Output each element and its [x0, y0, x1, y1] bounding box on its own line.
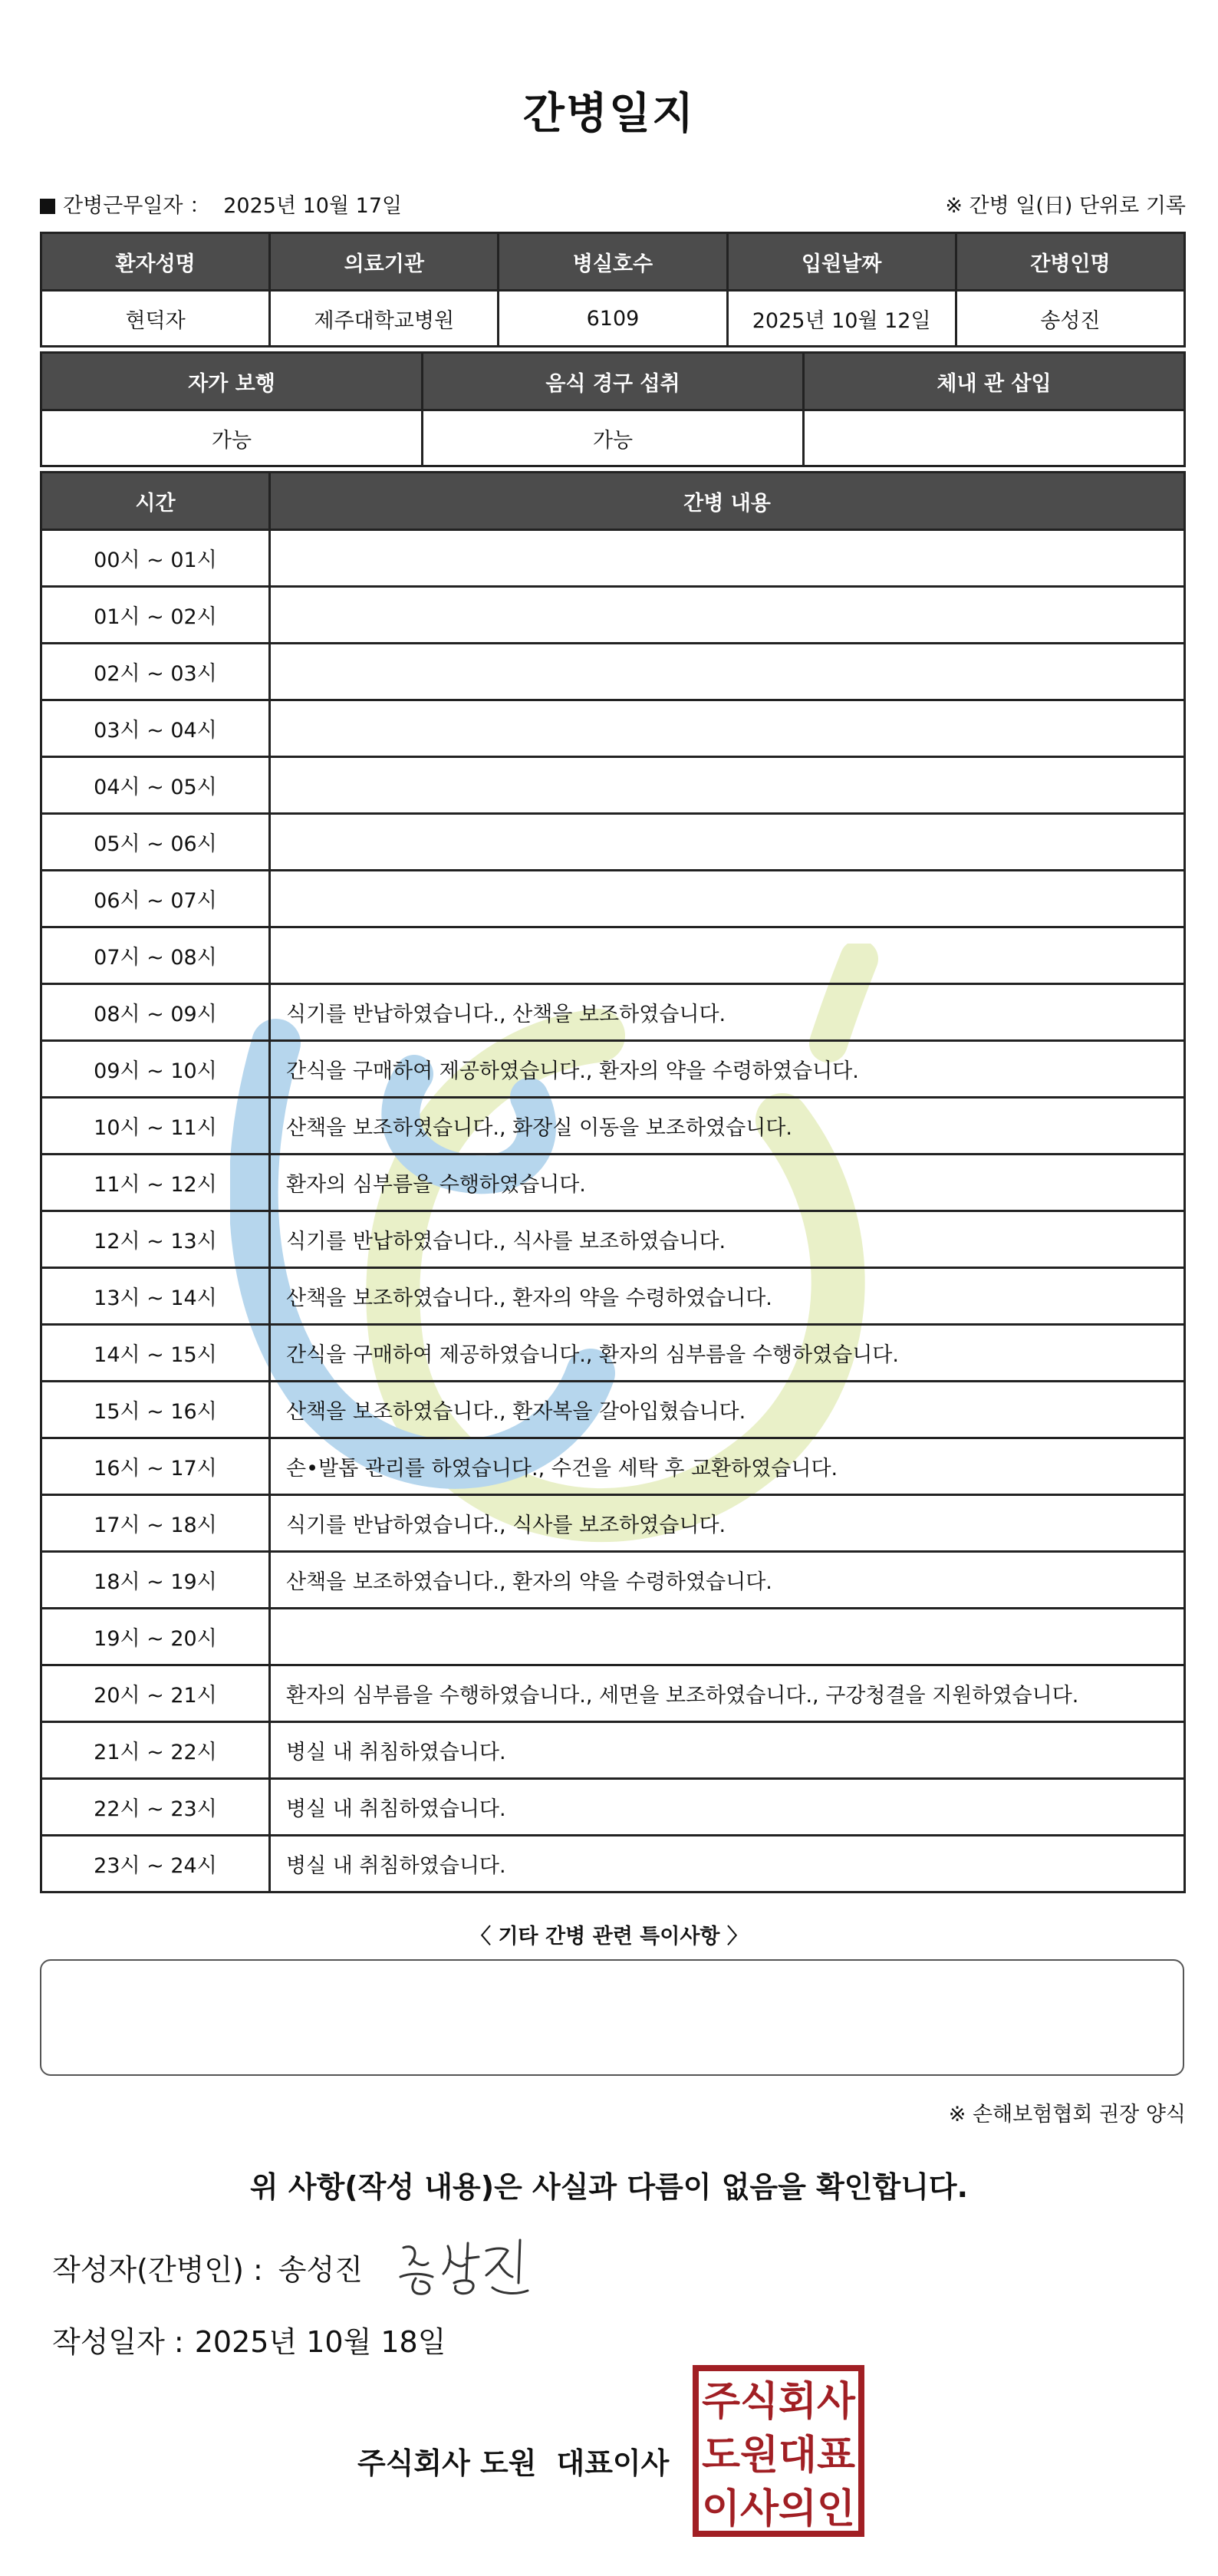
table-row [41, 1552, 1185, 1609]
care-content [270, 644, 1185, 700]
table-row [41, 1495, 1185, 1552]
author-name: 송성진 [278, 2253, 363, 2287]
header-room: 병실호수 [499, 233, 727, 291]
time-slot: 16시 ~ 17시 [41, 1438, 270, 1495]
seal-line-2: 도원대표 [702, 2433, 855, 2479]
care-content [270, 587, 1185, 644]
care-content: 식기를 반납하였습니다., 식사를 보조하였습니다. [270, 1211, 1185, 1268]
table-row [41, 1722, 1185, 1779]
confirmation-statement: 위 사항(작성 내용)은 사실과 다름이 없음을 확인합니다. [249, 2170, 969, 2204]
table-row [41, 1325, 1185, 1382]
time-slot: 14시 ~ 15시 [41, 1325, 270, 1382]
time-slot: 06시 ~ 07시 [41, 871, 270, 927]
handwritten-signature [393, 2232, 531, 2301]
company-name: 주식회사 도원 [357, 2446, 537, 2480]
work-date-label: 간병근무일자 ： [63, 194, 211, 218]
table-row [41, 927, 1185, 984]
header-hospital: 의료기관 [270, 233, 499, 291]
page-title: 간병일지 [522, 89, 696, 139]
square-bullet-icon [40, 199, 55, 214]
care-content: 환자의 심부름을 수행하였습니다. [270, 1155, 1185, 1211]
table-row [41, 1155, 1185, 1211]
time-slot: 21시 ~ 22시 [41, 1722, 270, 1779]
time-slot: 05시 ~ 06시 [41, 814, 270, 871]
table-row [41, 700, 1185, 757]
table-row [41, 1098, 1185, 1155]
written-date-label: 작성일자 : [52, 2325, 184, 2359]
time-slot: 12시 ~ 13시 [41, 1211, 270, 1268]
time-slot: 09시 ~ 10시 [41, 1041, 270, 1098]
care-content: 산책을 보조하였습니다., 화장실 이동을 보조하였습니다. [270, 1098, 1185, 1155]
time-slot: 04시 ~ 05시 [41, 757, 270, 814]
association-note: ※ 손해보험협회 권장 양식 [948, 2103, 1186, 2126]
care-content [270, 927, 1185, 984]
table-row [41, 1836, 1185, 1892]
table-row [41, 1268, 1185, 1325]
care-content [270, 814, 1185, 871]
admission-date: 2025년 10월 12일 [727, 291, 956, 347]
room-number: 6109 [499, 291, 727, 347]
tube-insertion-value [804, 410, 1185, 466]
care-content [270, 530, 1185, 587]
company-seal-stamp [692, 2364, 865, 2538]
author-label: 작성자(간병인) : [52, 2253, 263, 2287]
work-date [40, 189, 402, 219]
table-row [41, 1382, 1185, 1438]
time-slot: 18시 ~ 19시 [41, 1552, 270, 1609]
care-content [270, 1609, 1185, 1665]
table-row [41, 1779, 1185, 1836]
care-content [270, 757, 1185, 814]
care-content: 환자의 심부름을 수행하였습니다., 세면을 보조하였습니다., 구강청결을 지원하였습니다. [270, 1665, 1185, 1722]
patient-status-table [40, 351, 1186, 467]
care-log-table [40, 471, 1186, 1893]
caregiver-name: 송성진 [956, 291, 1184, 347]
header-oral-intake: 음식 경구 섭취 [423, 353, 804, 410]
unit-note: ※ 간병 일(日) 단위로 기록 [945, 194, 1186, 218]
time-slot: 17시 ~ 18시 [41, 1495, 270, 1552]
care-content: 병실 내 취침하였습니다. [270, 1779, 1185, 1836]
hospital-name: 제주대학교병원 [270, 291, 499, 347]
written-date-value: 2025년 10월 18일 [194, 2325, 446, 2359]
notes-title: 〈 기타 간병 관련 특이사항 〉 [470, 1925, 748, 1948]
time-slot: 01시 ~ 02시 [41, 587, 270, 644]
time-slot: 07시 ~ 08시 [41, 927, 270, 984]
author-line [52, 2246, 363, 2288]
care-content: 병실 내 취침하였습니다. [270, 1722, 1185, 1779]
table-row [41, 1438, 1185, 1495]
table-row [41, 1665, 1185, 1722]
company-line [357, 2439, 669, 2482]
time-slot: 22시 ~ 23시 [41, 1779, 270, 1836]
care-content: 산책을 보조하였습니다., 환자의 약을 수령하였습니다. [270, 1268, 1185, 1325]
notes-box [40, 1959, 1184, 2076]
table-row [41, 1609, 1185, 1665]
header-tube-insertion: 체내 관 삽입 [804, 353, 1185, 410]
care-content: 병실 내 취침하였습니다. [270, 1836, 1185, 1892]
table-row [41, 814, 1185, 871]
table-row [41, 644, 1185, 700]
care-content: 간식을 구매하여 제공하였습니다., 환자의 심부름을 수행하였습니다. [270, 1325, 1185, 1382]
time-slot: 10시 ~ 11시 [41, 1098, 270, 1155]
time-slot: 11시 ~ 12시 [41, 1155, 270, 1211]
seal-line-1: 주식회사 [702, 2379, 856, 2425]
care-content: 식기를 반납하였습니다., 산책을 보조하였습니다. [270, 984, 1185, 1041]
table-row [41, 984, 1185, 1041]
care-content: 식기를 반납하였습니다., 식사를 보조하였습니다. [270, 1495, 1185, 1552]
time-slot: 15시 ~ 16시 [41, 1382, 270, 1438]
patient-name: 현덕자 [41, 291, 270, 347]
time-slot: 13시 ~ 14시 [41, 1268, 270, 1325]
time-slot: 03시 ~ 04시 [41, 700, 270, 757]
care-content: 간식을 구매하여 제공하였습니다., 환자의 약을 수령하였습니다. [270, 1041, 1185, 1098]
time-slot: 00시 ~ 01시 [41, 530, 270, 587]
header-time: 시간 [41, 473, 270, 530]
company-title: 대표이사 [556, 2446, 670, 2480]
care-content [270, 700, 1185, 757]
table-row [41, 1041, 1185, 1098]
patient-info-table [40, 232, 1186, 348]
header-patient-name: 환자성명 [41, 233, 270, 291]
table-row [41, 1211, 1185, 1268]
oral-intake-value: 가능 [423, 410, 804, 466]
written-date-line [52, 2318, 446, 2360]
time-slot: 20시 ~ 21시 [41, 1665, 270, 1722]
time-slot: 02시 ~ 03시 [41, 644, 270, 700]
header-caregiver-name: 간병인명 [956, 233, 1184, 291]
header-care-content: 간병 내용 [270, 473, 1185, 530]
table-row [41, 757, 1185, 814]
self-walking-value: 가능 [41, 410, 423, 466]
seal-line-3: 이사의인 [702, 2486, 855, 2532]
time-slot: 19시 ~ 20시 [41, 1609, 270, 1665]
time-slot: 08시 ~ 09시 [41, 984, 270, 1041]
table-row [41, 871, 1185, 927]
table-row [41, 530, 1185, 587]
care-content: 산책을 보조하였습니다., 환자의 약을 수령하였습니다. [270, 1552, 1185, 1609]
care-content [270, 871, 1185, 927]
care-content: 산책을 보조하였습니다., 환자복을 갈아입혔습니다. [270, 1382, 1185, 1438]
table-row [41, 587, 1185, 644]
header-admission-date: 입원날짜 [727, 233, 956, 291]
time-slot: 23시 ~ 24시 [41, 1836, 270, 1892]
care-content: 손•발톱 관리를 하였습니다., 수건을 세탁 후 교환하였습니다. [270, 1438, 1185, 1495]
work-date-value: 2025년 10월 17일 [223, 194, 403, 218]
header-self-walking: 자가 보행 [41, 353, 423, 410]
